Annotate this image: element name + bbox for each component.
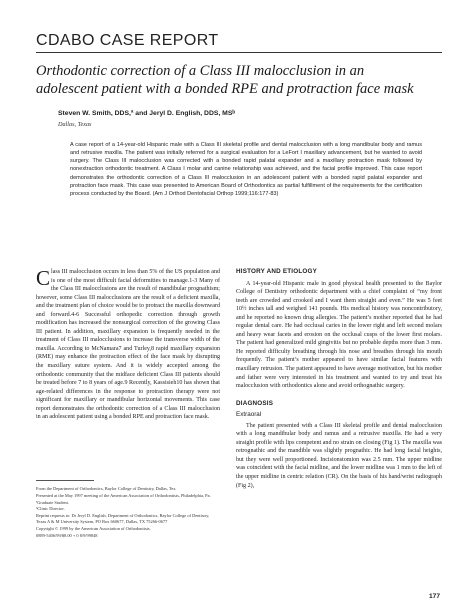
page-number: 177 bbox=[428, 593, 440, 600]
diagnosis-text: The patient presented with a Class III skeletal profile and dental malocclusion with a long mandibular body and ramus and a retrusive maxilla. He had a very straight profile with lips competent and no strain on closing (Fig 1). The maxilla was retrognathic and the mandible was slightly prognathic. He had long facial heights, but they were well proportioned. Incisionstomion was 2.5 mm. The upper midline was coincident with the facial midline, and the lower midline was 1 mm to the left of the upper midline in centric relation (CR). On the basis of his hand/wrist radiograph (Fig 2), bbox=[236, 422, 442, 489]
footnote: Presented at the May 1997 meeting of the American Association of Orthodontists, Philadelphia, Pa. bbox=[36, 492, 211, 498]
footnote: ªGraduate Student. bbox=[36, 499, 69, 505]
journal-section-header: CDABO CASE REPORT bbox=[36, 32, 219, 49]
intro-paragraph bbox=[36, 268, 220, 422]
header-rule bbox=[36, 52, 442, 53]
left-column bbox=[36, 268, 220, 422]
footnote: Reprint requests to: Dr Jeryl D. English, Department of Orthodontics, Baylor College of Dentistry, Texas A & M University System, PO Box 660677, Dallas, TX 75266-0677 bbox=[36, 513, 210, 525]
intro-text: lass III malocclusion occurs in less than 5% of the US population and is one of the most difficult facial deformities to manage.1-3 Many of the Class III malocclusions are the result of mandibular prognathism; however, some Class III malocclusions are the result of a deficient maxilla, and the treatment plan of choice would be to protract the maxilla downward and forward.4-6 Successful orthopedic correction through growth modification has increased the nonsurgical correction of the growing Class III patient. In addition, maxillary expansion is frequently needed in the treatment of Class III malocclusions to increase the transverse width of the maxilla. According to McNamara7 and Turley,8 rapid maxillary expansion (RME) may enhance the protraction effect of the face mask by disrupting the maxillary suture system. And it is widely accepted among the orthodontic community that the midface deficient Class III patients should be treated before 7 to 8 years of age.9 Recently, Kassisieh10 has shown that age-related differences in the response to protraction therapy were not significant for maxillary or mandibular horizontal movements. This case report demonstrates the orthodontic correction of a Class III malocclusion in an adolescent patient using a bonded RPE and protraction face mask. bbox=[36, 269, 220, 421]
history-text: A 14-year-old Hispanic male in good physical health presented to the Baylor College of Dentistry orthodontic department with a chief complaint of “my front teeth are crowded and crooked and I want them straight and even.” He was 5 feet 10½ inches tall and weighed 141 pounds. His medical history was noncontributory, and he reported no known drug allergies. The patient’s mother reported that he had regular dental care. He had occlusal caries in the lower right and left second molars and heavy wear facets and erosion on the occlusal cusps of the lower first molars. The patient had generalized mild gingivitis but no probable depths more than 3 mm. He reported difficulty breathing through his nose and breathes through his mouth frequently. The patient’s mother appeared to have similar facial features with maxillary retrusion. The patient appeared to have average motivation, but his mother and father were very interested in his treatment and wanted to try and treat his malocclusion with orthodontics alone and avoid orthognathic surgery. bbox=[236, 280, 442, 390]
article-abstract: A case report of a 14-year-old Hispanic male with a Class III skeletal profile and dental malocclusion with a long mandibular body and ramus and retrusive maxilla. The patient was initially referred for a surgical evaluation for a LeFort I maxillary advancement, but he wanted to avoid surgery. The Class III malocclusion was corrected with a bonded rapid palatal expander and a maxillary protraction mask followed by nonextraction orthodontic treatment. A Class I molar and canine relationship was achieved, and the facial profile improved. This case report demonstrates the orthodontic correction of a Class III malocclusion in an adolescent patient with a bonded rapid palatal expander and protraction face mask. This case was presented to American Board of Orthodontics as partial fulfillment of the requirements for the certification process conducted by the Board. (Am J Orthod Dentofacial Orthop 1999;116:177-83) bbox=[70, 142, 422, 197]
author-location: Dallas, Texas bbox=[58, 121, 92, 128]
drop-cap: C bbox=[36, 266, 51, 290]
right-column bbox=[236, 268, 442, 490]
article-title: Orthodontic correction of a Class III malocclusion in an adolescent patient with a bonded RPE and protraction face mask bbox=[36, 63, 414, 97]
footnote: 0889-5406/99/$8.00 + 0 8/9/99848 bbox=[36, 533, 98, 539]
article-authors: Steven W. Smith, DDS,ª and Jeryl D. English, DDS, MSᵇ bbox=[58, 110, 236, 117]
footnotes bbox=[36, 486, 216, 540]
footnote-rule bbox=[36, 480, 94, 481]
footnote: Copyright © 1999 by the American Association of Orthodontists. bbox=[36, 526, 151, 532]
extraoral-subheading: Extraoral bbox=[236, 411, 262, 419]
history-heading: HISTORY AND ETIOLOGY bbox=[236, 268, 317, 275]
section-gap bbox=[236, 391, 442, 400]
diagnosis-heading: DIAGNOSIS bbox=[236, 399, 274, 407]
footnote: ᵇClinic Director. bbox=[36, 506, 65, 512]
footnote: From the Department of Orthodontics, Baylor College of Dentistry, Dallas, Tex. bbox=[36, 486, 177, 491]
